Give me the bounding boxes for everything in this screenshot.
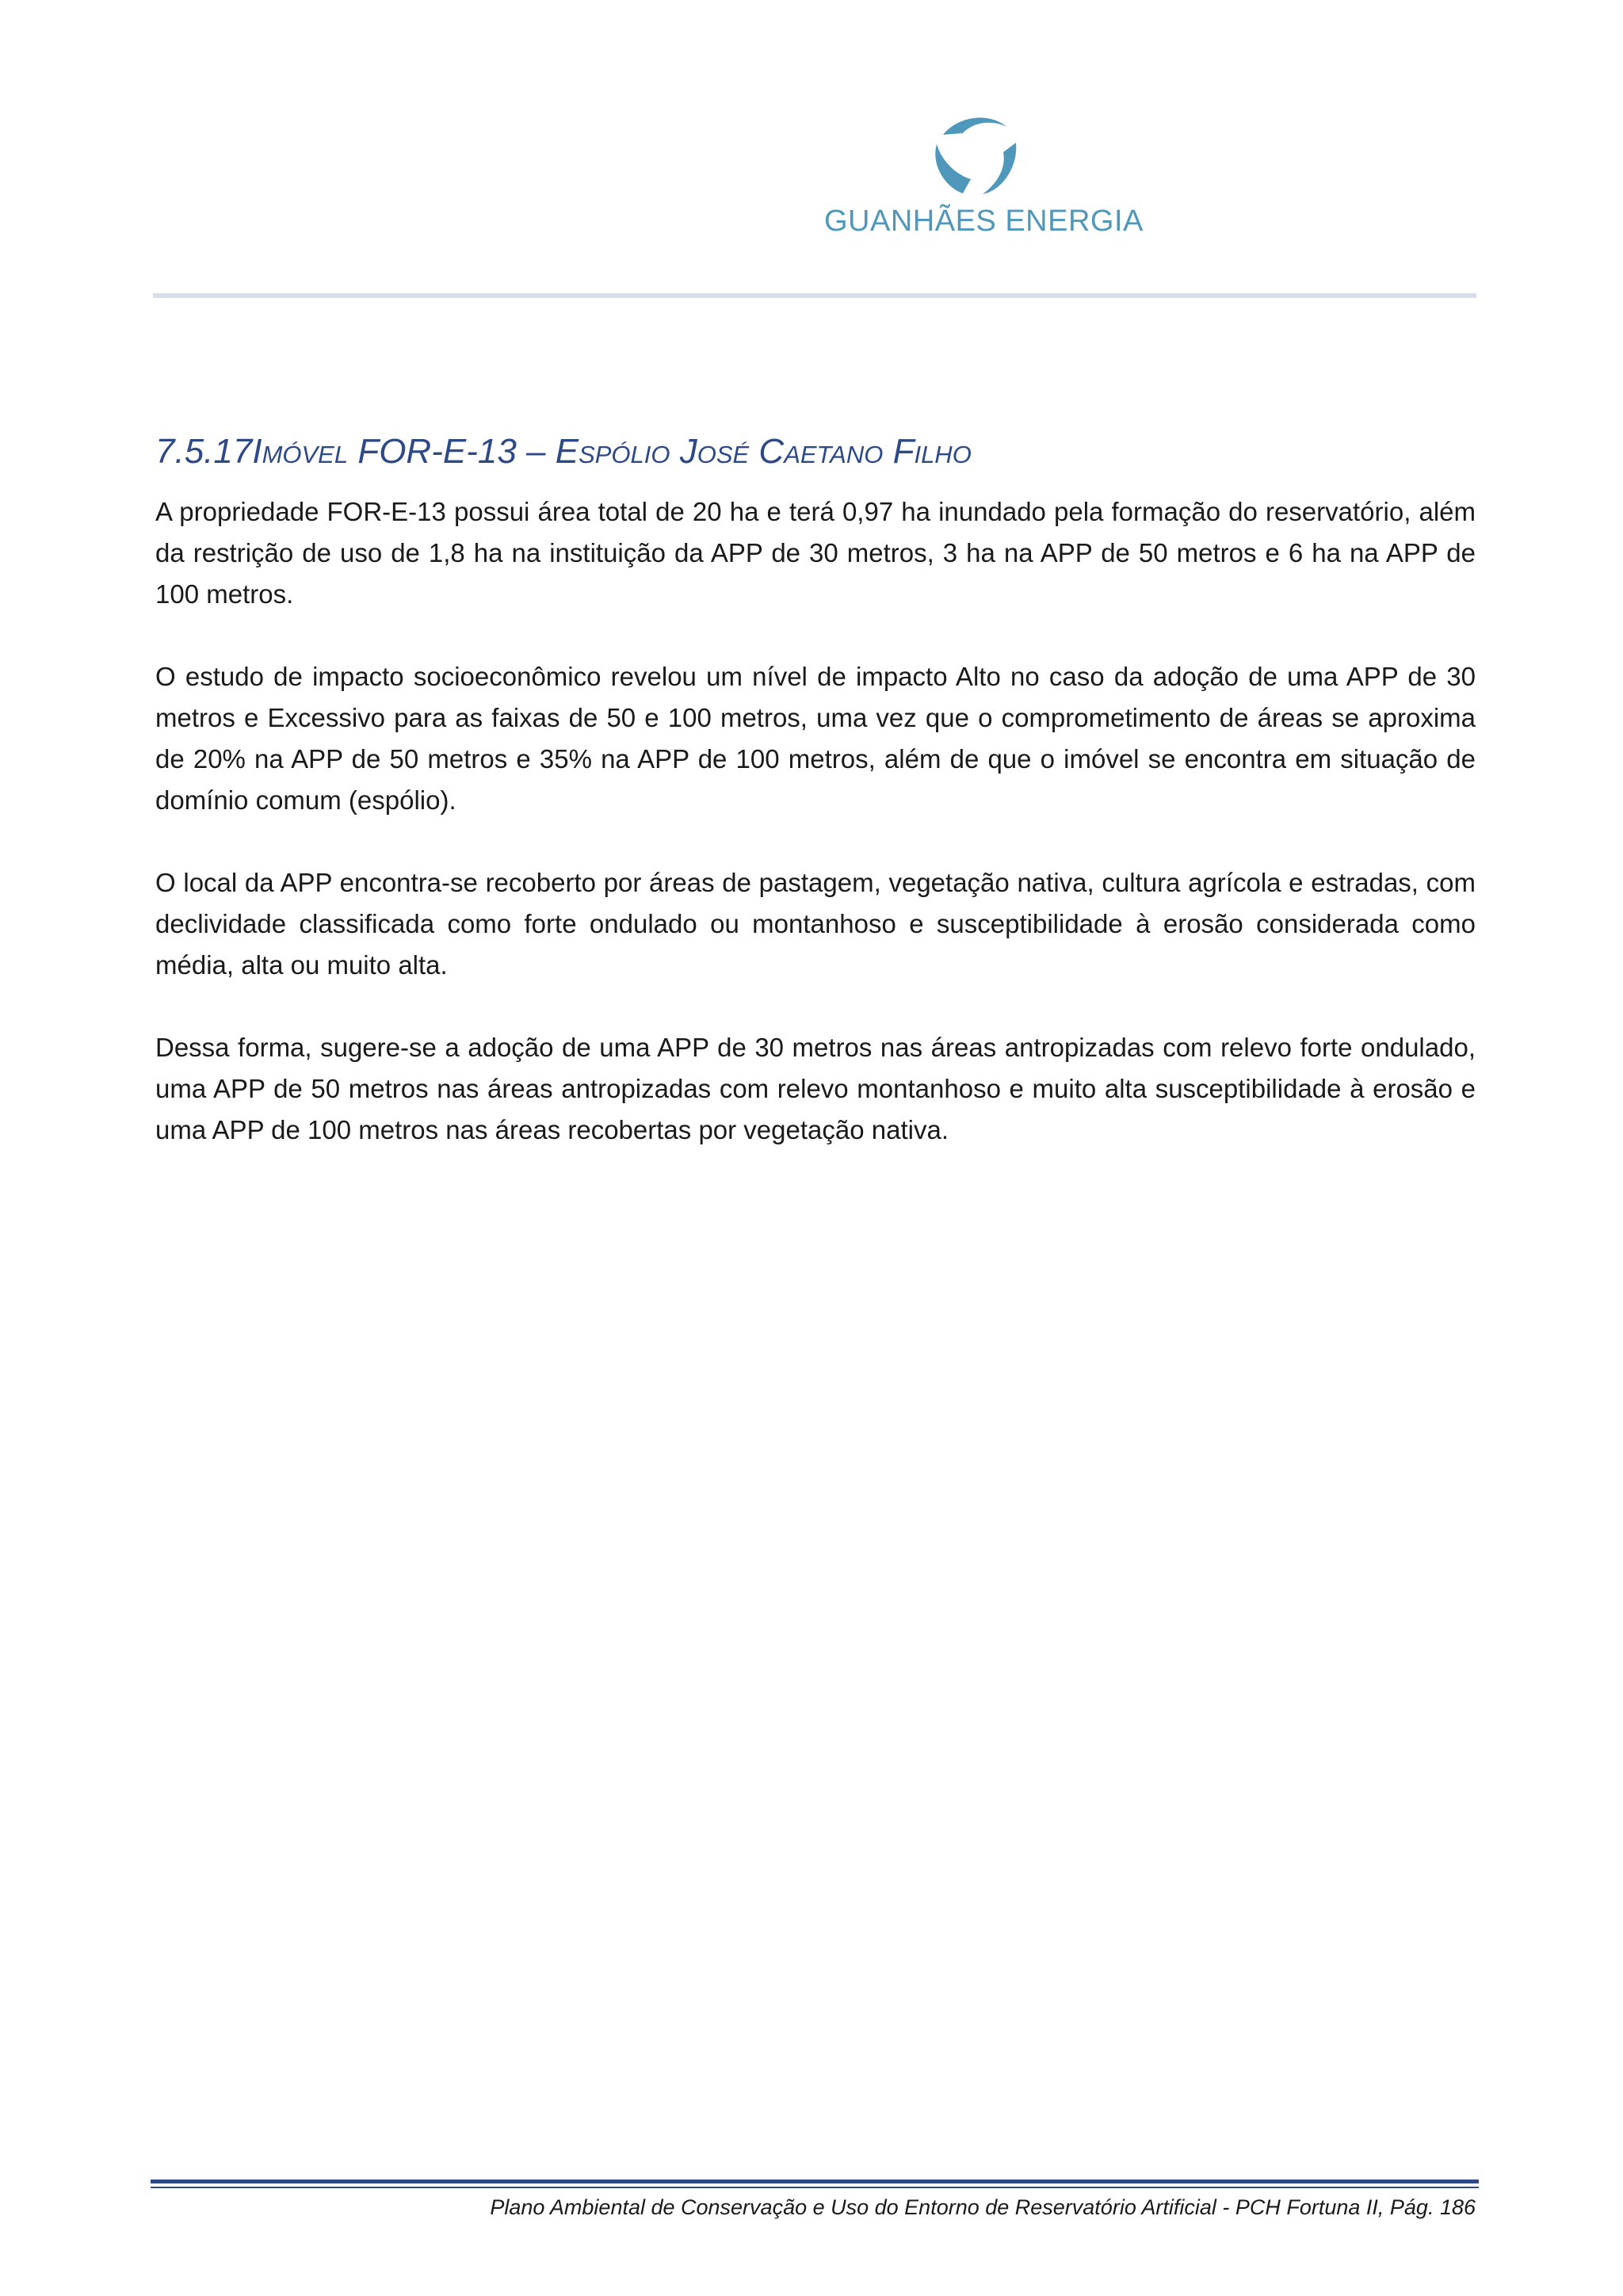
section-title-part: FOR-E-13 – xyxy=(357,432,556,471)
paragraph: A propriedade FOR-E-13 possui área total de 20 ha e terá 0,97 ha inundado pela formação do reservatório, além da restrição de uso de 1,8 ha na instituição da APP de 30 metros, 3 ha na APP de 50 metros e 6 ha na APP de 100 metros. xyxy=(155,497,1476,609)
company-logo xyxy=(824,111,1144,246)
header-divider xyxy=(153,293,1476,298)
section-number: 7.5.17 xyxy=(155,432,253,471)
paragraph: O local da APP encontra-se recoberto por áreas de pastagem, vegetação nativa, cultura agrícola e estradas, com declividade classificada como forte ondulado ou montanhoso e susceptibilidade à erosão considerada como média, alta ou muito alta. xyxy=(155,868,1476,980)
section-title-part: Espólio José Caetano Filho xyxy=(555,432,972,471)
section-heading xyxy=(155,432,1479,472)
page-footer: Plano Ambiental de Conservação e Uso do Entorno de Reservatório Artificial - PCH Fortuna II, Pág. 186 xyxy=(490,2195,1476,2219)
section-title-part: Imóvel xyxy=(252,432,358,471)
logo-wordmark: GUANHÃES ENERGIA xyxy=(824,204,1144,238)
paragraph: O estudo de impacto socioeconômico revelou um nível de impacto Alto no caso da adoção de uma APP de 30 metros e Excessivo para as faixas de 50 e 100 metros, uma vez que o comprometimento de áreas se aproxima de 20% na APP de 50 metros e 35% na APP de 100 metros, além de que o imóvel se encontra em situação de domínio comum (espólio). xyxy=(155,662,1476,815)
footer-divider-thin xyxy=(151,2187,1479,2188)
body-text xyxy=(155,491,1476,1192)
swirl-logo-icon xyxy=(927,111,1022,198)
paragraph: Dessa forma, sugere-se a adoção de uma APP de 30 metros nas áreas antropizadas com relevo forte ondulado, uma APP de 50 metros nas áreas antropizadas com relevo montanhoso e muito alta susceptibilidade à erosão e uma APP de 100 metros nas áreas recobertas por vegetação nativa. xyxy=(155,1033,1476,1144)
footer-divider-thick xyxy=(151,2179,1479,2183)
